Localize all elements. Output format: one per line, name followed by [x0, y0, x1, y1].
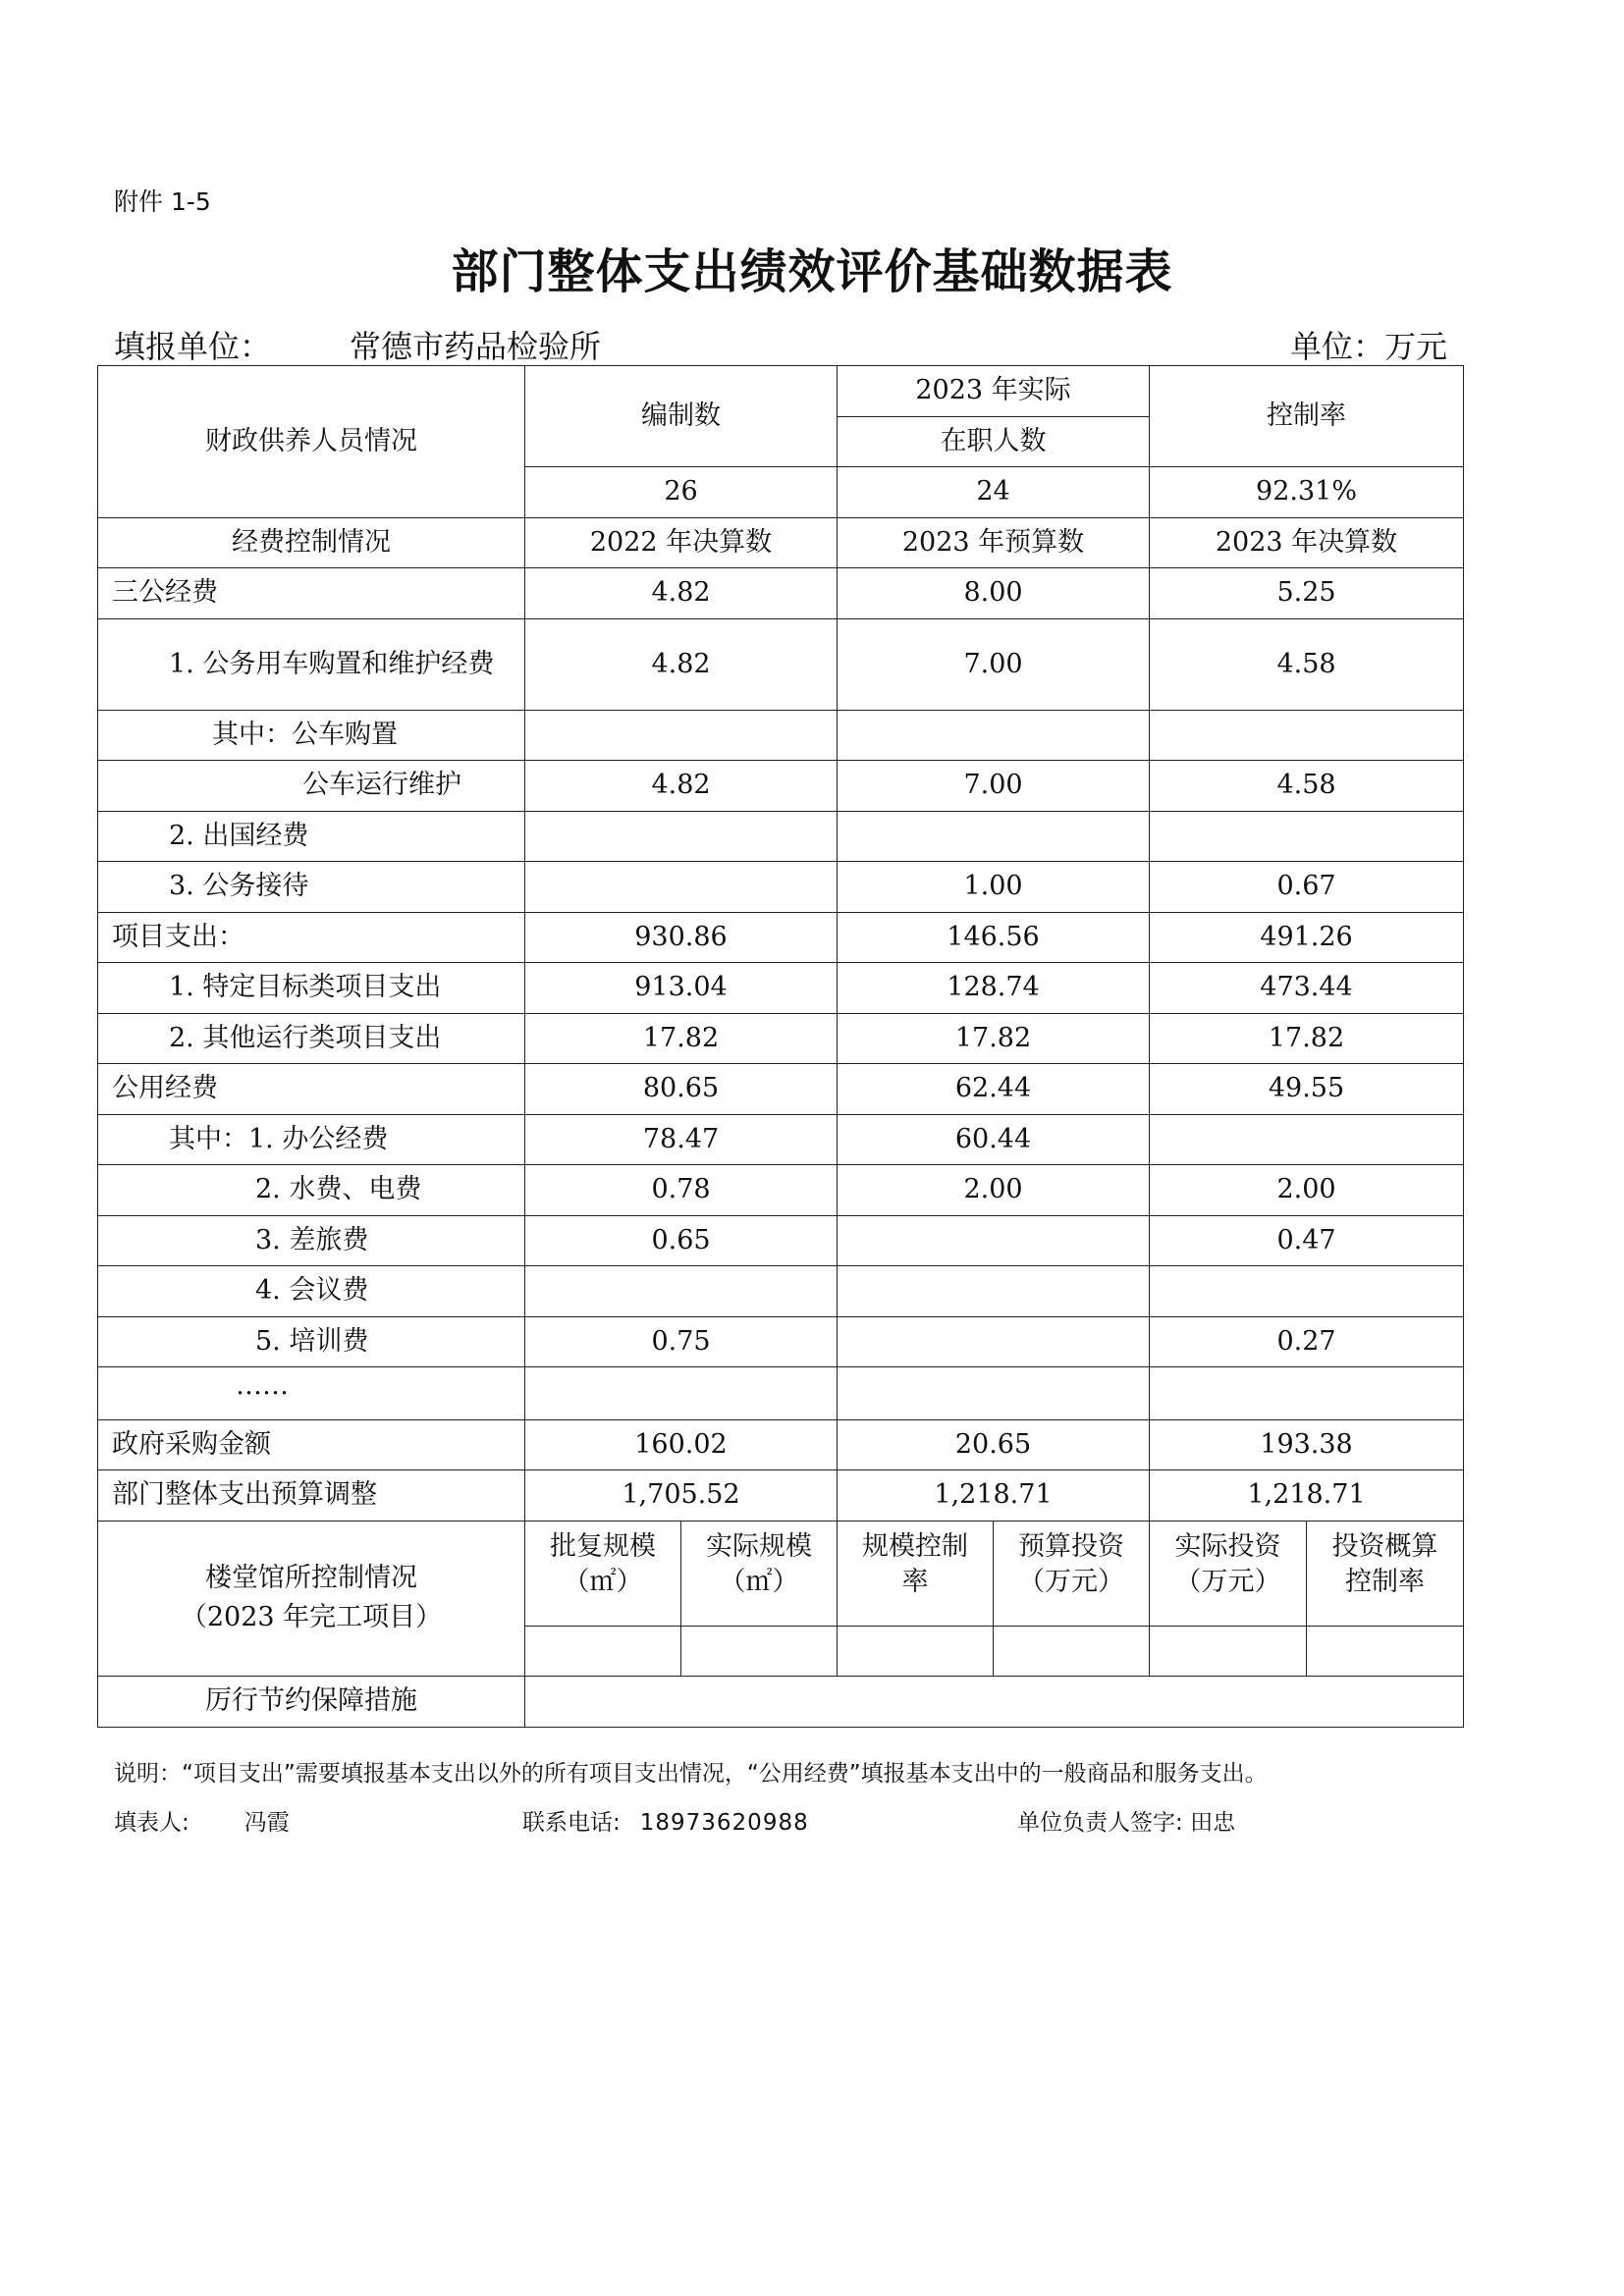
cell-2023-budget: 17.82	[838, 1013, 1150, 1064]
table-row	[98, 811, 1464, 862]
row-label: 3. 公务接待	[98, 862, 525, 913]
cell-2022-final	[525, 862, 838, 913]
table-note: 说明：“项目支出”需要填报基本支出以外的所有项目支出情况，“公用经费”填报基本支出中的一般商品和服务支出。	[114, 1761, 1268, 1787]
row-label: 4. 会议费	[98, 1266, 525, 1317]
cell-2022-final	[525, 1266, 838, 1317]
cell-2022-final	[525, 1367, 838, 1420]
staff-col-control-rate: 控制率	[1150, 366, 1464, 467]
row-label: 公用经费	[98, 1064, 525, 1115]
cell-2023-final: 2.00	[1150, 1165, 1464, 1216]
cell-2023-final: 5.25	[1150, 568, 1464, 619]
cell-2022-final: 78.47	[525, 1114, 838, 1165]
cell-2023-budget: 62.44	[838, 1064, 1150, 1115]
staff-val-actual: 24	[838, 467, 1150, 518]
building-actual-investment	[1150, 1521, 1307, 1626]
cell-2022-final: 4.82	[525, 761, 838, 812]
cell-2023-final: 193.38	[1150, 1419, 1464, 1470]
table-row	[98, 1064, 1464, 1115]
building-h3-line2: 率	[901, 1566, 929, 1597]
filler-label: 填表人:	[114, 1810, 189, 1836]
row-label: 2. 水费、电费	[98, 1165, 525, 1216]
cell-2023-final: 491.26	[1150, 912, 1464, 963]
table-row	[98, 1165, 1464, 1216]
attachment-number: 附件 1-5	[114, 187, 211, 216]
cell-2022-final: 913.04	[525, 963, 838, 1014]
building-scale-control-rate	[838, 1521, 994, 1626]
building-label-line1: 楼堂馆所控制情况	[205, 1562, 417, 1593]
cell-2023-budget: 8.00	[838, 568, 1150, 619]
row-label: ……	[98, 1367, 525, 1420]
row-label: 1. 特定目标类项目支出	[98, 963, 525, 1014]
cell-2023-budget	[838, 1266, 1150, 1317]
expense-header-2022-final: 2022 年决算数	[525, 517, 838, 568]
cell-2022-final: 0.75	[525, 1316, 838, 1367]
cell-2023-final: 0.47	[1150, 1215, 1464, 1266]
cell-2022-final	[525, 811, 838, 862]
row-label: 3. 差旅费	[98, 1215, 525, 1266]
cell-2023-budget: 20.65	[838, 1419, 1150, 1470]
cell-2022-final	[525, 710, 838, 761]
filler-value: 冯霞	[244, 1810, 290, 1836]
building-h5-line2: （万元）	[1174, 1566, 1281, 1597]
table-row	[98, 963, 1464, 1014]
cell-2022-final: 0.65	[525, 1215, 838, 1266]
row-label: 公车运行维护	[98, 761, 525, 812]
cell-2023-budget: 146.56	[838, 912, 1150, 963]
fill-unit-value: 常德市药品检验所	[350, 328, 602, 365]
building-value-cell	[681, 1626, 838, 1677]
table-row	[98, 710, 1464, 761]
cell-2023-final: 4.58	[1150, 761, 1464, 812]
currency-unit: 单位：万元	[1289, 328, 1447, 365]
building-h1-line2: （㎡）	[563, 1566, 643, 1597]
table-row	[98, 568, 1464, 619]
cell-2023-budget	[838, 710, 1150, 761]
table-row	[98, 761, 1464, 812]
table-row	[98, 1114, 1464, 1165]
expense-header-2023-final: 2023 年决算数	[1150, 517, 1464, 568]
building-h5-line1: 实际投资	[1174, 1530, 1281, 1562]
fill-unit-label: 填报单位：	[114, 328, 272, 365]
table-row	[98, 1316, 1464, 1367]
row-label: 1. 公务用车购置和维护经费	[98, 618, 525, 710]
cell-2023-budget	[838, 811, 1150, 862]
cell-2023-budget	[838, 1316, 1150, 1367]
building-value-cell	[525, 1626, 681, 1677]
cell-2023-final: 473.44	[1150, 963, 1464, 1014]
expense-header-2023-budget: 2023 年预算数	[838, 517, 1150, 568]
staff-col-actual-bottom: 在职人数	[838, 416, 1150, 467]
row-label: 政府采购金额	[98, 1419, 525, 1470]
building-control-label	[98, 1521, 525, 1677]
cell-2022-final: 17.82	[525, 1013, 838, 1064]
cell-2023-final	[1150, 1266, 1464, 1317]
row-label: 2. 其他运行类项目支出	[98, 1013, 525, 1064]
cell-2023-final: 49.55	[1150, 1064, 1464, 1115]
building-value-cell	[994, 1626, 1150, 1677]
building-value-cell	[1307, 1626, 1464, 1677]
document-title: 部门整体支出绩效评价基础数据表	[451, 244, 1173, 299]
building-h4-line1: 预算投资	[1018, 1530, 1124, 1562]
table-row	[98, 1367, 1464, 1420]
cell-2023-final	[1150, 1367, 1464, 1420]
row-label: 2. 出国经费	[98, 811, 525, 862]
cell-2022-final: 4.82	[525, 618, 838, 710]
leader-label: 单位负责人签字:	[1017, 1810, 1183, 1836]
building-h6-line1: 投资概算	[1331, 1530, 1438, 1562]
cell-2023-final	[1150, 710, 1464, 761]
table-row	[98, 912, 1464, 963]
row-label: 项目支出：	[98, 912, 525, 963]
building-investment-control-rate	[1307, 1521, 1464, 1626]
table-row	[98, 862, 1464, 913]
table-row	[98, 618, 1464, 710]
staff-col-authorized: 编制数	[525, 366, 838, 467]
staff-label: 财政供养人员情况	[98, 366, 525, 518]
cell-2022-final: 4.82	[525, 568, 838, 619]
building-value-cell	[1150, 1626, 1307, 1677]
table-row	[98, 1470, 1464, 1522]
table-row	[98, 1013, 1464, 1064]
row-label: 部门整体支出预算调整	[98, 1470, 525, 1522]
leader-value: 田忠	[1190, 1810, 1236, 1836]
cell-2022-final: 160.02	[525, 1419, 838, 1470]
performance-data-table	[97, 365, 1464, 1728]
building-h6-line2: 控制率	[1345, 1566, 1426, 1597]
phone-label: 联系电话:	[522, 1810, 621, 1836]
cell-2023-final: 0.67	[1150, 862, 1464, 913]
cell-2022-final: 930.86	[525, 912, 838, 963]
building-h3-line1: 规模控制	[862, 1530, 968, 1562]
expense-header-label: 经费控制情况	[98, 517, 525, 568]
cell-2022-final: 1,705.52	[525, 1470, 838, 1522]
building-h1-line1: 批复规模	[550, 1530, 656, 1562]
staff-col-actual-top: 2023 年实际	[838, 366, 1150, 417]
saving-measures-label: 厉行节约保障措施	[98, 1677, 525, 1728]
cell-2023-budget: 128.74	[838, 963, 1150, 1014]
row-label: 其中：公车购置	[98, 710, 525, 761]
fill-unit	[114, 322, 601, 367]
table-row	[98, 1419, 1464, 1470]
cell-2023-final: 4.58	[1150, 618, 1464, 710]
building-h4-line2: （万元）	[1018, 1566, 1124, 1597]
cell-2023-budget: 7.00	[838, 618, 1150, 710]
table-row	[98, 1266, 1464, 1317]
saving-measures-value	[525, 1677, 1464, 1728]
building-label-line2: （2023 年完工项目）	[180, 1602, 443, 1633]
building-actual-scale	[681, 1521, 838, 1626]
contact-phone	[522, 1804, 809, 1837]
building-budget-investment	[994, 1521, 1150, 1626]
building-value-cell	[838, 1626, 994, 1677]
cell-2023-budget: 1,218.71	[838, 1470, 1150, 1522]
cell-2023-budget	[838, 1215, 1150, 1266]
cell-2023-budget: 60.44	[838, 1114, 1150, 1165]
staff-val-rate: 92.31%	[1150, 467, 1464, 518]
row-label: 三公经费	[98, 568, 525, 619]
building-h2-line1: 实际规模	[706, 1530, 812, 1562]
cell-2023-final	[1150, 811, 1464, 862]
building-approved-scale	[525, 1521, 681, 1626]
cell-2023-budget: 1.00	[838, 862, 1150, 913]
cell-2023-final: 17.82	[1150, 1013, 1464, 1064]
cell-2023-final: 0.27	[1150, 1316, 1464, 1367]
unit-leader-signature	[1017, 1804, 1235, 1837]
building-h2-line2: （㎡）	[719, 1566, 799, 1597]
table-row	[98, 1215, 1464, 1266]
row-label: 5. 培训费	[98, 1316, 525, 1367]
phone-value: 18973620988	[639, 1810, 809, 1836]
row-label: 其中：1. 办公经费	[98, 1114, 525, 1165]
cell-2022-final: 0.78	[525, 1165, 838, 1216]
cell-2023-final: 1,218.71	[1150, 1470, 1464, 1522]
cell-2023-budget: 2.00	[838, 1165, 1150, 1216]
cell-2023-final	[1150, 1114, 1464, 1165]
cell-2022-final: 80.65	[525, 1064, 838, 1115]
cell-2023-budget: 7.00	[838, 761, 1150, 812]
staff-val-authorized: 26	[525, 467, 838, 518]
filler	[114, 1804, 290, 1837]
cell-2023-budget	[838, 1367, 1150, 1420]
